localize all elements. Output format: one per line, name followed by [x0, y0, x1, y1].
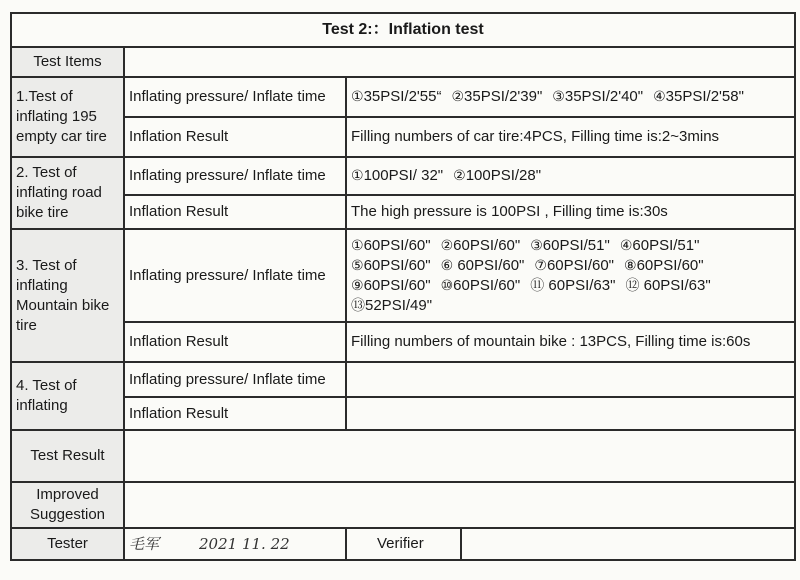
pressure-value-text: 60PSI/60" — [363, 276, 431, 294]
tester-signature-mark: 毛军 — [129, 535, 160, 553]
pressure-value-number: ⑨ — [351, 277, 364, 294]
pressure-value-text: 100PSI/28" — [465, 167, 542, 184]
section-4-result-value — [346, 397, 795, 430]
pressure-value-text: 60PSI/51" — [542, 236, 610, 254]
section-3-result-value: Filling numbers of mountain bike : 13PCS, Filling time is:60s — [346, 322, 795, 362]
pressure-value-number: ⑬ — [351, 297, 365, 314]
pressure-value-text: 60PSI/60" — [453, 276, 521, 294]
section-4-name: 4. Test of inflating — [11, 362, 124, 430]
pressure-value-number: ③ — [552, 89, 565, 105]
section-4-pressure-values — [346, 362, 795, 397]
pressure-value — [534, 257, 614, 274]
section-1-result-value: Filling numbers of car tire:4PCS, Filling time is:2~3mins — [346, 117, 795, 157]
pressure-value-number: ① — [351, 237, 364, 254]
pressure-value-number: ③ — [530, 237, 543, 254]
pressure-value-text: 60PSI/51" — [632, 236, 700, 254]
verifier-label: Verifier — [346, 528, 461, 560]
pressure-value-text: 60PSI/60" — [546, 256, 614, 274]
pressure-value-number: ⑪ — [530, 277, 545, 294]
pressure-value-number: ⑫ — [625, 277, 640, 294]
section-3-pressure-label: Inflating pressure/ Inflate time — [124, 229, 346, 322]
section-2-pressure-label: Inflating pressure/ Inflate time — [124, 157, 346, 195]
pressure-value-line — [351, 296, 790, 316]
pressure-value — [351, 88, 441, 105]
pressure-value — [620, 237, 700, 254]
test-items-blank — [124, 47, 795, 77]
pressure-value — [351, 257, 431, 274]
pressure-value-number: ⑥ — [440, 257, 454, 274]
section-4-result-label: Inflation Result — [124, 397, 346, 430]
pressure-value-number: ⑦ — [534, 257, 547, 274]
improved-suggestion-label: Improved Suggestion — [11, 482, 124, 528]
pressure-value-number: ① — [351, 89, 364, 105]
pressure-value-text: 100PSI/ 32" — [363, 167, 444, 184]
pressure-value-text: 60PSI/60" — [636, 256, 704, 274]
section-2-pressure-values — [346, 157, 795, 195]
pressure-value-text: 35PSI/2'58" — [665, 88, 744, 105]
pressure-value — [653, 88, 744, 105]
test-result-label: Test Result — [11, 430, 124, 482]
section-1-pressure-values — [346, 77, 795, 117]
pressure-value-text: 60PSI/60" — [363, 256, 431, 274]
pressure-value-number: ① — [351, 168, 364, 184]
pressure-value-text: 60PSI/60" — [363, 236, 431, 254]
tester-label: Tester — [11, 528, 124, 560]
pressure-value — [441, 257, 525, 274]
pressure-value-text: 60PSI/60" — [453, 236, 521, 254]
tester-date: 2021 11. 22 — [199, 535, 290, 553]
pressure-value-text: 35PSI/2'39" — [464, 88, 543, 105]
section-3-name: 3. Test of inflating Mountain bike tire — [11, 229, 124, 362]
tester-signature — [124, 528, 346, 560]
pressure-value-line — [351, 236, 790, 256]
pressure-value-number: ④ — [619, 237, 633, 254]
pressure-value-number: ⑧ — [624, 257, 637, 274]
section-1-pressure-label: Inflating pressure/ Inflate time — [124, 77, 346, 117]
section-4-pressure-label: Inflating pressure/ Inflate time — [124, 362, 346, 397]
pressure-value-number: ⑤ — [351, 257, 364, 274]
section-3-pressure-values — [346, 229, 795, 322]
improved-suggestion-value — [124, 482, 795, 528]
test-items-header: Test Items — [11, 47, 124, 77]
pressure-value-line — [351, 276, 790, 296]
pressure-value-text: 35PSI/2'55“ — [363, 88, 442, 105]
pressure-value-number: ④ — [653, 89, 666, 105]
test-result-value — [124, 430, 795, 482]
pressure-value — [351, 237, 431, 254]
pressure-value-number: ② — [453, 168, 466, 184]
pressure-value — [451, 88, 542, 105]
report-title: Test 2:：Inflation test — [11, 13, 795, 47]
pressure-value — [625, 277, 710, 294]
pressure-value — [453, 167, 541, 184]
pressure-value-number: ② — [440, 237, 454, 254]
section-1-result-label: Inflation Result — [124, 117, 346, 157]
verifier-value — [461, 528, 795, 560]
section-3-result-label: Inflation Result — [124, 322, 346, 362]
pressure-value — [552, 88, 643, 105]
pressure-value — [530, 237, 610, 254]
section-2-result-value: The high pressure is 100PSI , Filling time is:30s — [346, 195, 795, 229]
pressure-value-text: 60PSI/63" — [639, 276, 711, 294]
section-2-result-label: Inflation Result — [124, 195, 346, 229]
pressure-value — [351, 277, 431, 294]
pressure-value-text: 60PSI/60" — [453, 256, 525, 274]
pressure-value-text: 35PSI/2'40" — [564, 88, 644, 105]
pressure-value — [441, 277, 521, 294]
pressure-value — [351, 167, 443, 184]
pressure-value-text: 60PSI/63" — [544, 276, 616, 294]
section-1-name: 1.Test of inflating 195 empty car tire — [11, 77, 124, 157]
report-table — [10, 12, 796, 561]
pressure-value-number: ⑩ — [440, 277, 454, 294]
pressure-value-number: ② — [451, 89, 465, 105]
pressure-value — [530, 277, 615, 294]
pressure-value-line — [351, 256, 790, 276]
pressure-value — [351, 297, 432, 314]
section-2-name: 2. Test of inflating road bike tire — [11, 157, 124, 229]
pressure-value — [624, 257, 704, 274]
inflation-test-report — [10, 12, 794, 572]
pressure-value-text: 52PSI/49" — [365, 296, 433, 314]
pressure-value — [441, 237, 521, 254]
